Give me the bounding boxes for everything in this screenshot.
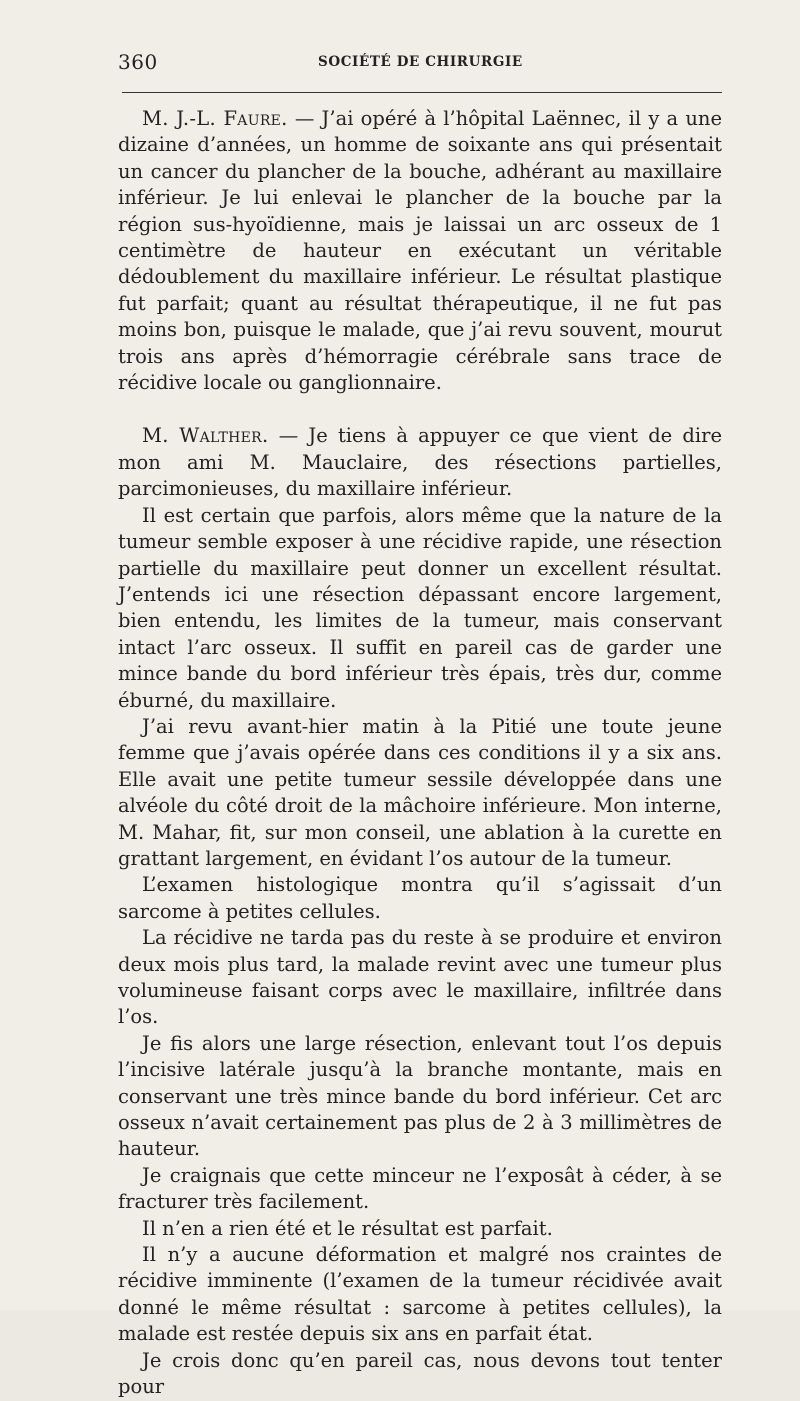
paragraph-text: — J’ai opéré à l’hôpital Laënnec, il y a une dizaine d’années, un homme de soixante ans qui présentait un cancer du plancher de la bouche, adhérant au maxillaire inférieur. Je lui enlevai le plancher de la bouche par la région sus-hyoïdienne, mais je laissai un arc osseux de 1 centimètre de hauteur en exécutant un véritable dédoublement du maxillaire inférieur. Le résultat plastique fut parfait; quant au résultat thérapeutique, il ne fut pas moins bon, puisque le malade, que j’ai revu souvent, mourut trois ans après d’hémorragie cérébrale sans trace de récidive locale ou ganglionnaire. <box>118 107 723 395</box>
page-number: 360 <box>118 50 158 74</box>
page-header <box>118 48 722 76</box>
paragraph: Je fis alors une large résection, enlevant tout l’os depuis l’incisive latérale jusqu’à la branche montante, mais en conservant une très mince bande du bord inférieur. Cet arc osseux n’avait certainement pas plus de 2 à 3 millimètres de hauteur. <box>118 1031 722 1161</box>
speaker-name: M. Walther. <box>142 424 269 448</box>
running-title: SOCIÉTÉ DE CHIRURGIE <box>318 54 523 70</box>
speaker-name: M. J.-L. Faure. <box>142 107 288 130</box>
paragraph: Je craignais que cette minceur ne l’exposât à céder, à se fracturer très facilement. <box>118 1163 722 1214</box>
paragraph: La récidive ne tarda pas du reste à se produire et environ deux mois plus tard, la malade revint avec une tumeur plus volumineuse faisant corps avec le maxillaire, infiltrée dans l’os. <box>118 926 722 1029</box>
body-text <box>118 106 722 1401</box>
header-rule <box>122 92 722 93</box>
paragraph: J’ai revu avant-hier matin à la Pitié une toute jeune femme que j’avais opérée dans ces conditions il y a six ans. Elle avait une petite tumeur sessile développée dans une alvéole du côté droit de la mâchoire inférieure. Mon interne, M. Mahar, fit, sur mon conseil, une ablation à la curette en grattant largement, en évidant l’os autour de la tumeur. <box>118 714 722 870</box>
paragraph: Il n’y a aucune déformation et malgré nos craintes de récidive imminente (l’examen de la tumeur récidivée avait donné le même résultat : sarcome à petites cellules), la malade est restée depuis six ans en parfait état. <box>118 1243 722 1346</box>
paragraph-walther <box>118 423 722 502</box>
paragraph: Il est certain que parfois, alors même que la nature de la tumeur semble exposer à une récidive rapide, une résection partielle du maxillaire peut donner un excellent résultat. J’entends ici une résection dépassant encore largement, bien entendu, les limites de la tumeur, mais conservant intact l’arc osseux. Il suffit en pareil cas de garder une mince bande du bord inférieur très épais, très dur, comme éburné, du maxillaire. <box>118 503 722 712</box>
paragraph: Il n’en a rien été et le résultat est parfait. <box>142 1216 553 1240</box>
paragraph-text: — Je tiens à appuyer ce que vient de dire mon ami M. Mauclaire, des résections partielles, parcimonieuses, du maxillaire inférieur. <box>118 424 722 501</box>
paragraph: L’examen histologique montra qu’il s’agissait d’un sarcome à petites cellules. <box>118 873 722 923</box>
paragraph: Je crois donc qu’en pareil cas, nous devons tout tenter pour <box>118 1348 722 1399</box>
paragraph-faure <box>118 106 722 396</box>
